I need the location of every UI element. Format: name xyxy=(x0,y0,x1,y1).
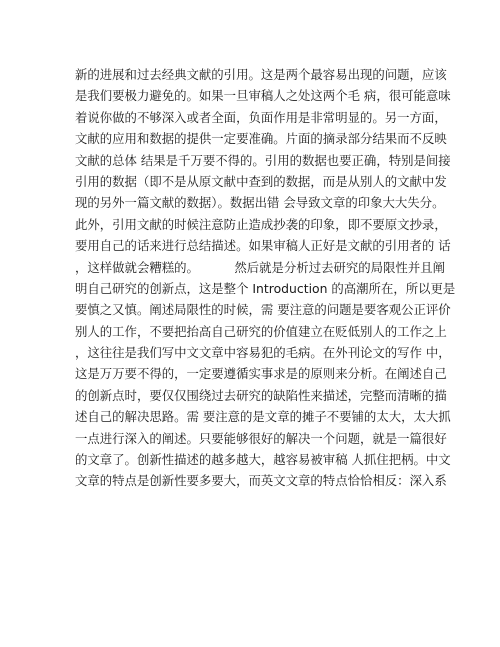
text-line: 要用自己的话来进行总结描述。如果审稿人正好是文献的引用者的 话 xyxy=(75,238,451,254)
text-line: 要慎之又慎。阐述局限性的时候，需 要注意的问题是要客观公正评价 xyxy=(75,302,451,318)
body-text xyxy=(75,64,456,492)
text-line: 别人的工作，不要把抬高自己研究的价值建立在贬低别人的工作之上 xyxy=(75,323,447,339)
text-line: 述自己的解决思路。需 要注意的是文章的摊子不要铺的太大，太大抓 xyxy=(75,409,451,425)
text-line: 此外，引用文献的时候注意防止造成抄袭的印象，即不要原文抄录， xyxy=(75,216,447,232)
text-line: 的文章了。创新性描述的越多越大，越容易被审稿 人抓住把柄。中文 xyxy=(75,452,451,468)
text-line: 文献的应用和数据的提供一定要准确。片面的摘录部分结果而不反映 xyxy=(75,131,447,147)
text-line: 明自己研究的创新点，这是整个 Introduction 的高潮所在，所以更是 xyxy=(75,280,456,296)
text-line: ，这样做就会糟糕的。 然后就是分析过去研究的局限性并且阐 xyxy=(75,259,445,275)
text-line: ，这往往是我们写中文文章中容易犯的毛病。在外刊论文的写作 中， xyxy=(75,345,451,361)
text-line: 的创新点时，要仅仅围绕过去研究的缺陷性来描述，完整而清晰的描 xyxy=(75,387,447,403)
text-line: 是我们要极力避免的。如果一旦审稿人之处这两个毛 病，很可能意味 xyxy=(75,88,451,104)
text-line: 引用的数据（即不是从原文献中查到的数据，而是从别人的文献中发 xyxy=(75,173,447,189)
text-line: 文献的总体 结果是千万要不得的。引用的数据也要正确，特别是间接 xyxy=(75,152,451,168)
text-line: 这是万万要不得的，一定要遵循实事求是的原则来分析。在阐述自己 xyxy=(75,366,447,382)
text-line: 新的进展和过去经典文献的引用。这是两个最容易出现的问题，应该 xyxy=(75,67,447,82)
text-line: 现的另外一篇文献的数据）。数据出错 会导致文章的印象大大失分。 xyxy=(75,195,445,211)
text-line: 着说你做的不够深入或者全面，负面作用是非常明显的。另一方面， xyxy=(75,109,447,125)
text-line: 一点进行深入的阐述。只要能够很好的解决一个问题，就是一篇很好 xyxy=(75,430,447,446)
text-line: 文章的特点是创新性要多要大，而英文文章的特点恰恰相反：深入系 xyxy=(75,473,447,489)
